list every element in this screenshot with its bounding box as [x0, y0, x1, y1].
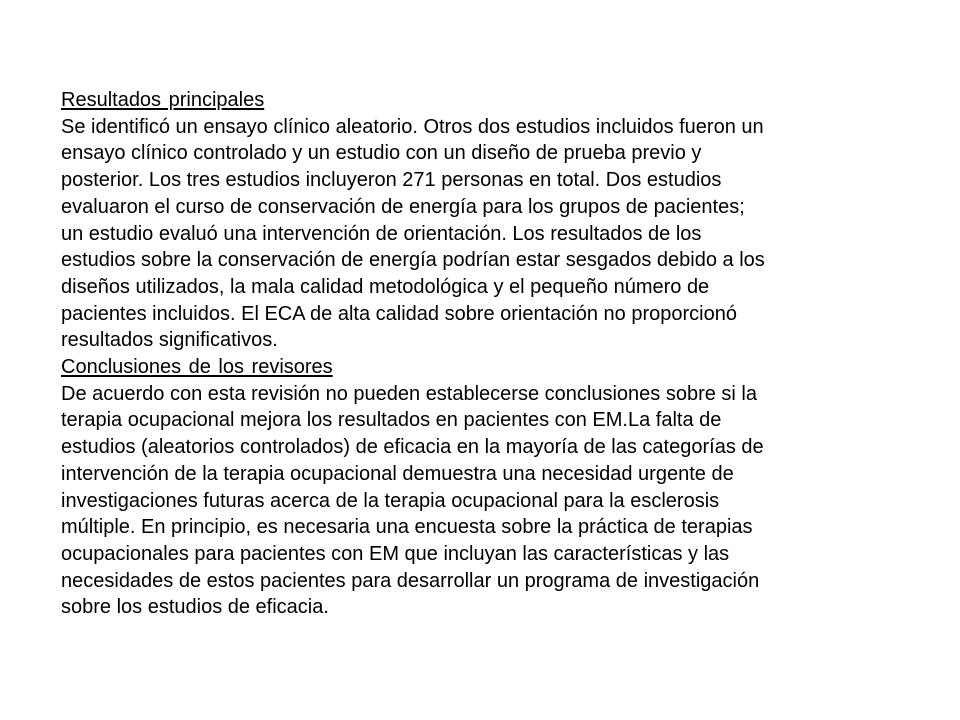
- paragraph-line: un estudio evaluó una intervención de orientación. Los resultados de los: [61, 222, 702, 245]
- paragraph-line: Se identificó un ensayo clínico aleatorio. Otros dos estudios incluidos fueron un: [61, 115, 764, 138]
- paragraph-line: sobre los estudios de eficacia.: [61, 596, 329, 619]
- paragraph-line: evaluaron el curso de conservación de energía para los grupos de pacientes;: [61, 195, 745, 218]
- paragraph-line: estudios sobre la conservación de energía podrían estar sesgados debido a los: [61, 249, 765, 272]
- paragraph-line: necesidades de estos pacientes para desarrollar un programa de investigación: [61, 569, 760, 592]
- slide-body: [61, 87, 911, 621]
- reviewer-conclusions-paragraph: [61, 381, 911, 621]
- main-results-paragraph: [61, 114, 911, 354]
- paragraph-line: De acuerdo con esta revisión no pueden establecerse conclusiones sobre si la: [61, 382, 757, 405]
- paragraph-line: intervención de la terapia ocupacional demuestra una necesidad urgente de: [61, 462, 734, 485]
- paragraph-line: ocupacionales para pacientes con EM que incluyan las características y las: [61, 542, 730, 565]
- paragraph-line: múltiple. En principio, es necesaria una encuesta sobre la práctica de terapias: [61, 516, 753, 539]
- paragraph-line: terapia ocupacional mejora los resultados en pacientes con EM.La falta de: [61, 409, 722, 432]
- paragraph-line: diseños utilizados, la mala calidad metodológica y el pequeño número de: [61, 275, 710, 298]
- paragraph-line: estudios (aleatorios controlados) de eficacia en la mayoría de las categorías de: [61, 436, 764, 459]
- paragraph-line: resultados significativos.: [61, 329, 278, 352]
- paragraph-line: investigaciones futuras acerca de la terapia ocupacional para la esclerosis: [61, 489, 720, 512]
- section-heading-reviewer-conclusions: Conclusiones de los revisores: [61, 356, 333, 379]
- paragraph-line: posterior. Los tres estudios incluyeron 271 personas en total. Dos estudios: [61, 169, 722, 192]
- section-heading-main-results: Resultados principales: [61, 89, 265, 111]
- paragraph-line: pacientes incluidos. El ECA de alta calidad sobre orientación no proporcionó: [61, 302, 737, 325]
- paragraph-line: ensayo clínico controlado y un estudio con un diseño de prueba previo y: [61, 142, 702, 165]
